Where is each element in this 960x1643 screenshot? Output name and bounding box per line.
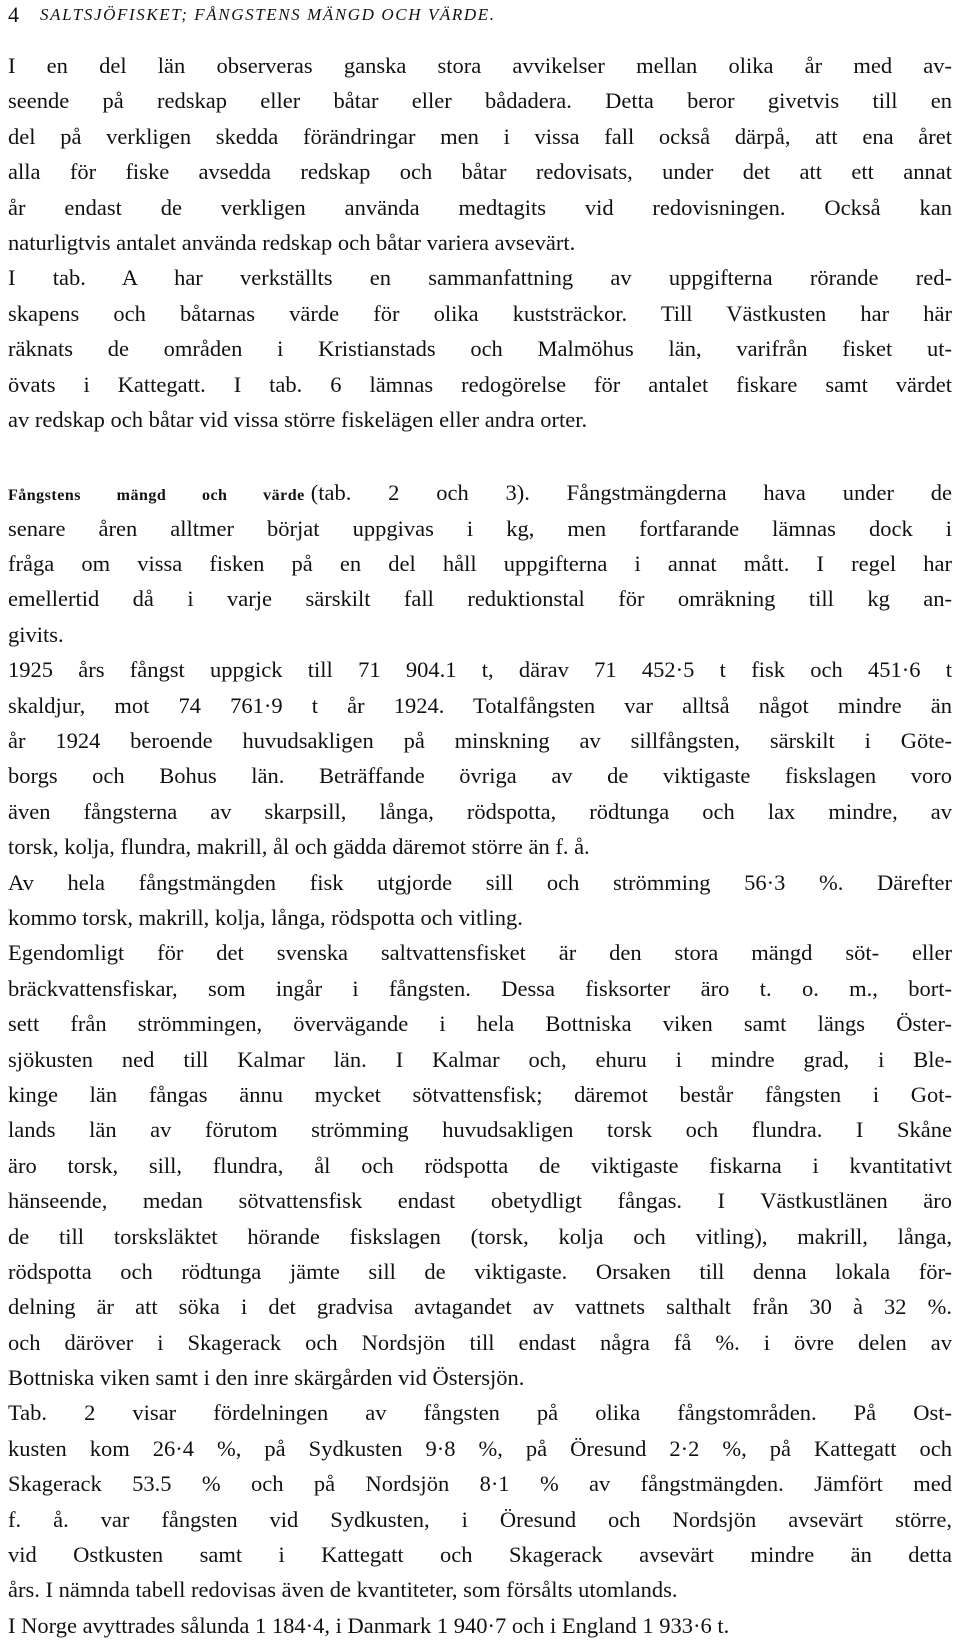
text-line: borgs och Bohus län. Beträffande övriga av de viktigaste fiskslagen voro	[8, 763, 952, 789]
text-line: hänseende, medan sötvattensfisk endast obetydligt fångas. I Västkustlänen äro	[8, 1188, 952, 1214]
text-line: sett från strömmingen, övervägande i hela Bottniska viken samt längs Öster-	[8, 1011, 952, 1037]
text-line: torsk, kolja, flundra, makrill, ål och gädda däremot större än f. å.	[8, 834, 590, 860]
text-line: Bottniska viken samt i den inre skärgården vid Östersjön.	[8, 1365, 525, 1391]
page-number: 4	[8, 2, 19, 27]
text-line: även fångsterna av skarpsill, långa, rödspotta, rödtunga och lax mindre, av	[8, 798, 952, 824]
paragraph	[8, 652, 952, 864]
text-line: av redskap och båtar vid vissa större fiskelägen eller andra orter.	[8, 406, 588, 432]
text-line: delning är att söka i det gradvisa avtagandet av vattnets salthalt från 30 à 32 %.	[8, 1294, 952, 1320]
paragraph	[8, 1608, 952, 1643]
text-line: övats i Kattegatt. I tab. 6 lämnas redogörelse för antalet fiskare samt värdet	[8, 371, 952, 397]
section-gap	[8, 437, 952, 475]
text-line: senare åren alltmer börjat uppgivas i kg, men fortfarande lämnas dock i	[8, 515, 952, 541]
text-line: äro torsk, sill, flundra, ål och rödspotta de viktigaste fiskarna i kvantitativt	[8, 1152, 952, 1178]
text-line: skapens och båtarnas värde för olika kuststräckor. Till Västkusten har här	[8, 300, 952, 326]
line-text: (tab. 2 och 3). Fångstmängderna hava under de	[310, 480, 952, 506]
text-line: år 1924 beroende huvudsakligen på minskning av sillfångsten, särskilt i Göte-	[8, 728, 952, 754]
text-line: vid Ostkusten samt i Kattegatt och Skagerack avsevärt mindre än detta	[8, 1542, 952, 1568]
paragraph	[8, 865, 952, 936]
section-heading: Fångstens mängd och värde	[8, 487, 305, 505]
text-line: Skagerack 53.5 % och på Nordsjön 8·1 % av fångstmängden. Jämfört med	[8, 1471, 952, 1497]
text-line: lands län av förutom strömming huvudsakligen torsk och flundra. I Skåne	[8, 1117, 952, 1143]
paragraph	[8, 260, 952, 437]
page-header	[0, 2, 960, 32]
text-line: kusten kom 26·4 %, på Sydkusten 9·8 %, på Öresund 2·2 %, på Kattegatt och	[8, 1435, 952, 1461]
running-title: SALTSJÖFISKET; FÅNGSTENS MÄNGD OCH VÄRDE.	[40, 5, 496, 24]
text-line: räknats de områden i Kristianstads och Malmöhus län, varifrån fisket ut-	[8, 336, 952, 362]
text-line: kommo torsk, makrill, kolja, långa, rödspotta och vitling.	[8, 904, 523, 930]
text-line: f. å. var fångsten vid Sydkusten, i Öresund och Nordsjön avsevärt större,	[8, 1506, 952, 1532]
paragraph	[8, 48, 952, 260]
text-line: del på verkligen skedda förändringar men i vissa fall också därpå, att ena året	[8, 123, 952, 149]
text-line: I en del län observeras ganska stora avvikelser mellan olika år med av-	[8, 53, 952, 78]
text-line: naturligtvis antalet använda redskap och båtar variera avsevärt.	[8, 229, 576, 255]
paragraph	[8, 475, 952, 652]
text-line: bräckvattensfiskar, som ingår i fångsten. Dessa fisksorter äro t. o. m., bort-	[8, 975, 952, 1001]
text-line: Av hela fångstmängden fisk utgjorde sill och strömming 56·3 %. Därefter	[8, 869, 952, 895]
text-line: rödspotta och rödtunga jämte sill de viktigaste. Orsaken till denna lokala för-	[8, 1258, 952, 1284]
text-line: givits.	[8, 621, 64, 647]
text-line: kinge län fångas ännu mycket sötvattensfisk; däremot består fångsten i Got-	[8, 1081, 952, 1107]
text-line: I tab. A har verkställts en sammanfattning av uppgifterna rörande red-	[8, 265, 952, 291]
text-line: års. I nämnda tabell redovisas även de kvantiteter, som försålts utomlands.	[8, 1577, 678, 1603]
text-line: sjökusten ned till Kalmar län. I Kalmar och, ehuru i mindre grad, i Ble-	[8, 1046, 952, 1072]
text-line: Egendomligt för det svenska saltvattensfisket är den stora mängd söt- eller	[8, 940, 952, 966]
text-line: Tab. 2 visar fördelningen av fångsten på olika fångstområden. På Ost-	[8, 1400, 952, 1426]
text-line: de till torsksläktet hörande fiskslagen (torsk, kolja och vitling), makrill, långa,	[8, 1223, 952, 1249]
text-line: skaldjur, mot 74 761·9 t år 1924. Totalfångsten var alltså något mindre än	[8, 692, 952, 718]
text-line: alla för fiske avsedda redskap och båtar redovisats, under det att ett annat	[8, 159, 952, 185]
paragraph	[8, 935, 952, 1395]
body-text	[8, 48, 952, 1643]
text-line: fråga om vissa fisken på en del håll uppgifterna i annat mått. I regel har	[8, 551, 952, 577]
text-line: och däröver i Skagerack och Nordsjön till endast några få %. i övre delen av	[8, 1329, 952, 1355]
text-line	[8, 475, 952, 510]
text-line: 1925 års fångst uppgick till 71 904.1 t, därav 71 452·5 t fisk och 451·6 t	[8, 657, 952, 683]
paragraph	[8, 1395, 952, 1607]
text-line: år endast de verkligen använda medtagits vid redovisningen. Också kan	[8, 194, 952, 220]
text-line: I Norge avyttrades sålunda 1 184·4, i Danmark 1 940·7 och i England 1 933·6 t.	[8, 1612, 730, 1638]
text-line: emellertid då i varje särskilt fall reduktionstal för omräkning till kg an-	[8, 586, 952, 612]
text-line: seende på redskap eller båtar eller bådadera. Detta beror givetvis till en	[8, 88, 952, 114]
